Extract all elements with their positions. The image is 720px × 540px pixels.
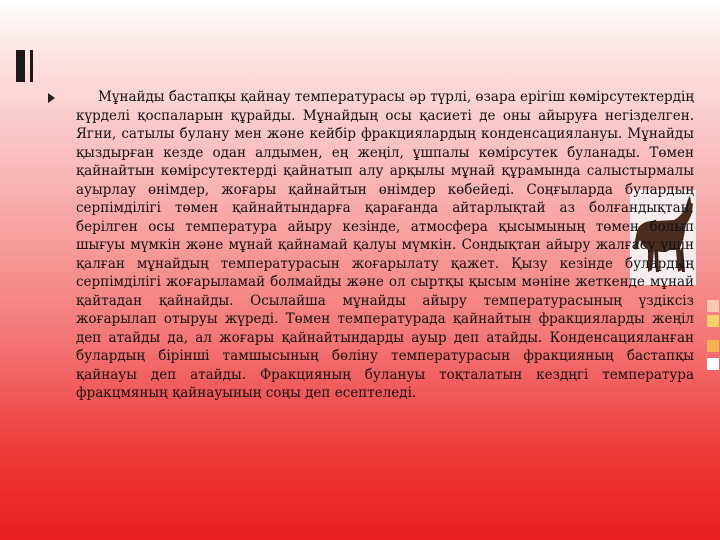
decor-square-yellow (707, 315, 719, 327)
body-paragraph: Мұнайды бастапқы қайнау температурасы әр түрлі, өзара ерігіш көмірсутектердің күрделі қоспаларын құрайды. Мұнайдың осы қасиеті де оны айыруға негізделген. Ягни, сатылы булану мен және кейбір фракциялардың конденсациялануы. Мұнайды қыздырған кезде одан алдымен, ең жеңіл, ұшпалы көмірсутек буланады. Төмен қайнайтын көмірсутектерді қайнатып алу арқылы мұнай құрамында салыстырмалы ауырлау өнімдер, жоғары қайнайтын өнімдер көбейеді. Соңғыларда булардың серпімділігі төмен қайнайтындарға қарағанда айтарлықтай аз болғандықтан, берілген осы температура айыру кезінде, атмосфера қысымының төмен болып шығуы мүмкін және мұнай қайнамай қалуы мүмкін. Сондықтан айыру жалғасу үшін қалған мұнайдың температурасын жоғарылату қажет. Қызу кезінде булардың серпімділігі жоғарыламай болмайды және ол сыртқы қысым мәніне жеткенде мұнай қайтадан қайнайды. Осылайша мұнайды айыру температурасының үздіксіз жоғарылап отыруы жүреді. Төмен температурада қайнайтын фракцияларды жеңіл деп атайды да, ал жоғары қайнайтындарды ауыр деп атайды. Конденсацияланған булардың бірінші тамшысының бөліну температурасын фракцияның бастапқы қайнауы деп атайды. Фракцияның булануы тоқталатын кездңгі температура фракцмяның қайнауының соңы деп есептеледі. (76, 89, 694, 401)
bullet-marker (48, 91, 58, 105)
left-decor-thin-bar (30, 50, 33, 82)
left-decor-bar (16, 50, 25, 82)
decor-square-peach (707, 300, 719, 312)
decor-square-orange (707, 340, 719, 352)
arrow-bullet-icon (48, 93, 55, 103)
decor-square-white (707, 358, 719, 370)
